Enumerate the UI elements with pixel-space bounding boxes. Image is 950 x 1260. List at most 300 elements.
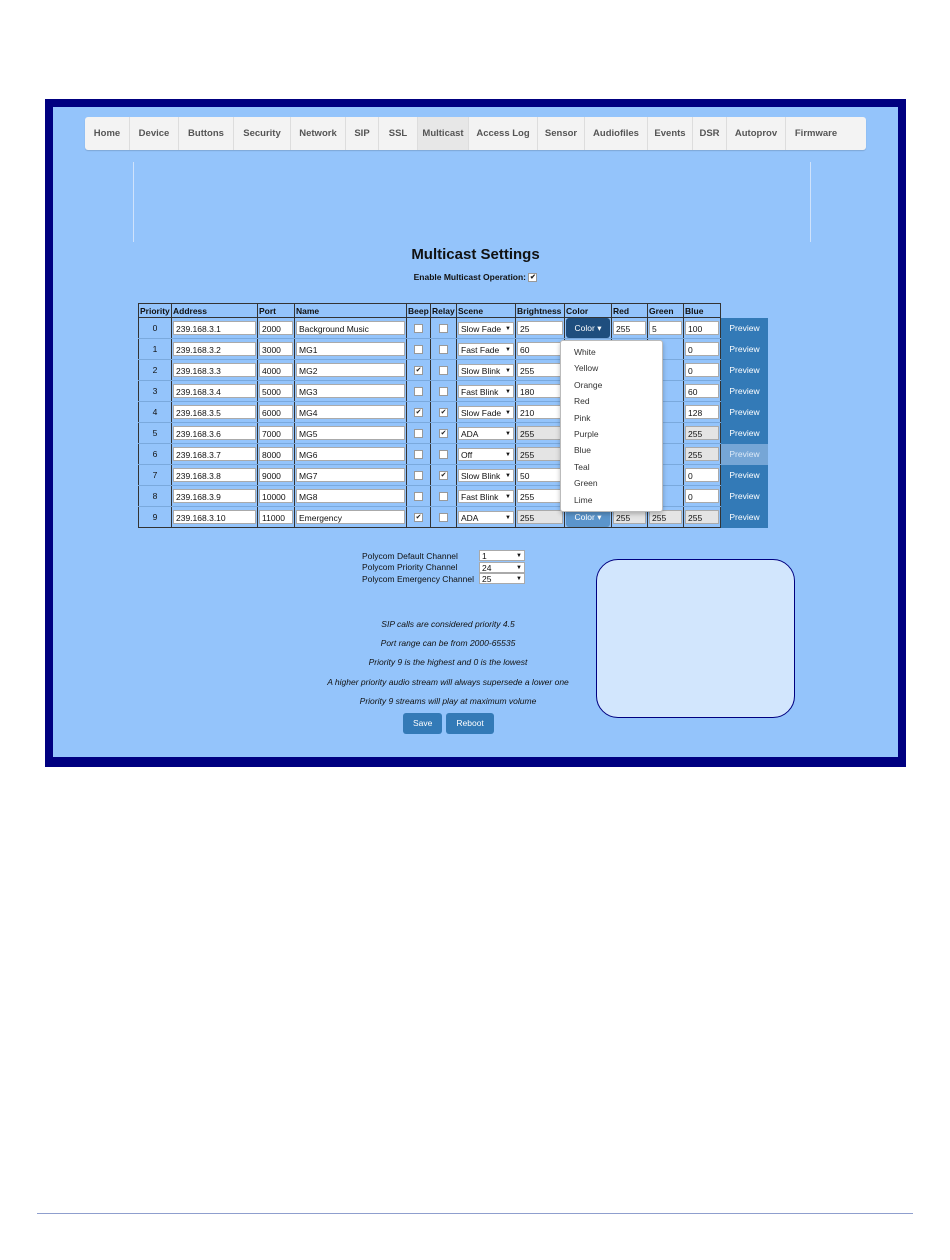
header-port: Port [258,304,295,318]
blue-input[interactable]: 255 [685,447,719,461]
enable-multicast-row [53,272,898,282]
preview-cell [721,507,774,528]
priority-cell: 3 [139,381,172,402]
color-option-green[interactable]: Green [574,478,598,489]
blue-input[interactable]: 0 [685,363,719,377]
tab-network[interactable]: Network [291,117,346,150]
table-row [139,402,774,423]
red-input[interactable]: 255 [613,321,646,335]
address-input[interactable]: 239.168.3.4 [173,384,256,398]
relay-cell [431,339,457,360]
polycom-row [362,573,525,585]
blue-cell [684,360,721,381]
preview-cell [721,381,774,402]
tab-events[interactable]: Events [648,117,693,150]
table-row [139,465,774,486]
name-input[interactable]: MG7 [296,468,405,482]
relay-checkbox[interactable] [439,324,448,333]
blue-cell [684,486,721,507]
blue-cell [684,465,721,486]
relay-checkbox[interactable] [439,366,448,375]
table-row [139,339,774,360]
relay-checkbox[interactable]: ✔ [440,472,447,480]
color-option-purple[interactable]: Purple [574,428,599,439]
tab-multicast[interactable]: Multicast [418,117,469,150]
preview-button[interactable]: Preview [721,486,768,507]
name-cell [295,360,407,381]
name-input[interactable]: Background Music [296,321,405,335]
port-input[interactable]: 10000 [259,489,293,503]
top-nav [85,117,866,150]
beep-cell [407,339,431,360]
header-relay: Relay [432,305,455,316]
note-text: A higher priority audio stream will always supersede a lower one [327,676,569,687]
name-input[interactable]: MG3 [296,384,405,398]
port-cell [258,423,295,444]
brightness-cell [516,423,565,444]
table-row [139,486,774,507]
brightness-cell [516,339,565,360]
address-cell [172,360,258,381]
blue-cell [684,339,721,360]
chevron-down-icon: ▼ [516,564,522,571]
name-input[interactable]: MG1 [296,342,405,356]
chevron-down-icon: ▼ [505,346,511,353]
beep-checkbox[interactable]: ✔ [415,409,422,417]
preview-cell [721,360,774,381]
enable-multicast-checkbox[interactable]: ✔ [529,274,536,282]
preview-button[interactable]: Preview [721,339,768,360]
scene-value: Slow Fade [461,323,502,334]
port-input[interactable]: 8000 [259,447,293,461]
brightness-input[interactable]: 180 [517,384,563,398]
red-cell [612,318,648,339]
footer-rule [37,1213,913,1214]
address-input[interactable]: 239.168.3.6 [173,426,256,440]
chevron-down-icon: ▼ [505,409,511,416]
scene-value: Fast Fade [461,344,500,355]
scene-select[interactable] [458,511,514,524]
color-option-red[interactable]: Red [574,396,590,407]
blue-cell [684,402,721,423]
name-input[interactable]: Emergency [296,510,405,524]
tab-dsr[interactable]: DSR [693,117,727,150]
preview-button[interactable]: Preview [721,444,768,465]
blue-input[interactable]: 128 [685,405,719,419]
scene-cell [457,486,516,507]
chevron-down-icon: ▼ [505,493,511,500]
name-cell [295,444,407,465]
preview-cell [721,318,774,339]
polycom-select[interactable] [479,573,525,584]
chevron-down-icon: ▼ [505,430,511,437]
brightness-input[interactable]: 255 [517,510,563,524]
color-dropdown-menu [560,340,663,512]
color-option-lime[interactable]: Lime [574,494,593,505]
chevron-down-icon: ▼ [505,514,511,521]
address-cell [172,402,258,423]
header-green: Green [648,304,684,318]
name-cell [295,402,407,423]
port-input[interactable]: 7000 [259,426,293,440]
tab-sensor[interactable]: Sensor [538,117,585,150]
name-input[interactable]: MG4 [296,405,405,419]
scene-value: Fast Blink [461,386,499,397]
priority-cell: 0 [139,318,172,339]
scene-value: Fast Blink [461,491,499,502]
scene-select[interactable] [458,448,514,461]
priority-cell: 5 [139,423,172,444]
green-input[interactable]: 5 [649,321,682,335]
blue-cell [684,423,721,444]
polycom-label: Polycom Emergency Channel [362,573,474,584]
header-priority: Priority [140,305,170,316]
tab-firmware[interactable]: Firmware [794,128,838,139]
green-input[interactable]: 255 [649,510,682,524]
polycom-value: 25 [482,574,492,585]
blue-input[interactable]: 0 [685,489,719,503]
chevron-down-icon: ▼ [505,367,511,374]
preview-cell [721,402,774,423]
scene-value: Off [461,449,473,460]
address-input[interactable]: 239.168.3.8 [173,468,256,482]
beep-cell [407,360,431,381]
brightness-cell [516,444,565,465]
address-input[interactable]: 239.168.3.10 [173,510,256,524]
relay-checkbox[interactable] [439,387,448,396]
scene-select[interactable] [458,427,514,440]
address-cell [172,444,258,465]
green-cell [648,318,684,339]
table-row [139,381,774,402]
divider [133,162,134,242]
relay-cell [431,423,457,444]
note-text: Priority 9 is the highest and 0 is the lowest [368,657,528,668]
polycom-select[interactable] [479,550,525,561]
relay-cell [431,465,457,486]
chevron-down-icon: ▼ [505,325,511,332]
polycom-value: 1 [482,551,487,562]
address-input[interactable]: 239.168.3.1 [173,321,256,335]
color-option-white[interactable]: White [574,347,596,357]
port-input[interactable]: 3000 [259,342,293,356]
polycom-row [362,550,525,562]
scene-select[interactable] [458,343,514,356]
color-button[interactable] [566,318,610,338]
preview-button[interactable]: Preview [721,507,768,528]
beep-checkbox[interactable]: ✔ [415,514,422,522]
port-cell [258,507,295,528]
relay-cell [431,507,457,528]
port-input[interactable]: 6000 [259,405,293,419]
name-cell [295,318,407,339]
save-button[interactable]: Save [403,713,442,734]
note-text: Priority 9 streams will play at maximum volume [359,695,537,706]
tab-ssl[interactable]: SSL [379,117,418,150]
address-input[interactable]: 239.168.3.2 [173,342,256,356]
brightness-cell [516,465,565,486]
relay-checkbox[interactable] [439,492,448,501]
beep-checkbox[interactable] [414,324,423,333]
tab-access-log[interactable]: Access Log [469,117,538,150]
table-row [139,444,774,465]
header-preview-spacer [721,304,774,318]
address-cell [172,465,258,486]
blue-input[interactable]: 0 [685,468,719,482]
polycom-value: 24 [482,562,492,573]
port-cell [258,360,295,381]
polycom-label: Polycom Priority Channel [362,562,458,573]
table-row [139,423,774,444]
color-option-pink[interactable]: Pink [574,412,591,423]
address-input[interactable]: 239.168.3.7 [173,447,256,461]
header-blue: Blue [684,304,721,318]
priority-cell: 7 [139,465,172,486]
scene-select[interactable] [458,322,514,335]
beep-cell [407,444,431,465]
color-label: Color [574,323,595,333]
brightness-input[interactable]: 255 [517,363,563,377]
brightness-input[interactable]: 50 [517,468,563,482]
relay-checkbox[interactable] [439,345,448,354]
scene-value: Slow Blink [461,365,501,376]
brightness-cell [516,507,565,528]
color-cell [565,318,612,339]
preview-button[interactable]: Preview [721,402,768,423]
port-input[interactable]: 11000 [259,510,293,524]
caret-down-icon: ▾ [594,512,602,522]
red-input[interactable]: 255 [613,510,646,524]
polycom-label: Polycom Default Channel [362,550,458,561]
scene-cell [457,444,516,465]
tab-sip[interactable]: SIP [346,117,379,150]
scene-select[interactable] [458,490,514,503]
address-cell [172,339,258,360]
caret-down-icon: ▾ [594,323,602,333]
blue-cell [684,381,721,402]
priority-cell: 1 [139,339,172,360]
scene-cell [457,402,516,423]
port-input[interactable]: 5000 [259,384,293,398]
preview-cell [721,339,774,360]
scene-value: ADA [461,512,479,523]
header-scene: Scene [457,304,516,318]
color-option-blue[interactable]: Blue [574,445,592,456]
brightness-input[interactable]: 210 [517,405,563,419]
beep-cell [407,507,431,528]
tab-security[interactable]: Security [234,117,291,150]
address-cell [172,507,258,528]
preview-button[interactable]: Preview [721,381,768,402]
color-option-orange[interactable]: Orange [574,379,603,390]
preview-cell [721,486,774,507]
name-cell [295,381,407,402]
beep-checkbox[interactable] [414,492,423,501]
name-cell [295,486,407,507]
enable-multicast-label: Enable Multicast Operation: [413,272,527,282]
name-input[interactable]: MG6 [296,447,405,461]
divider [810,162,811,242]
preview-cell [721,465,774,486]
beep-checkbox[interactable]: ✔ [415,367,422,375]
color-label: Color [574,512,595,522]
brightness-input[interactable]: 255 [517,447,563,461]
preview-cell [721,444,774,465]
relay-cell [431,381,457,402]
brightness-cell [516,381,565,402]
header-beep: Beep [408,305,429,316]
port-cell [258,402,295,423]
brightness-cell [516,360,565,381]
polycom-select[interactable] [479,562,525,573]
relay-checkbox[interactable] [439,450,448,459]
beep-checkbox[interactable] [414,450,423,459]
scene-value: Slow Blink [461,470,501,481]
tab-buttons[interactable]: Buttons [179,117,234,150]
name-input[interactable]: MG8 [296,489,405,503]
blue-input[interactable]: 255 [685,510,719,524]
beep-checkbox[interactable] [414,471,423,480]
brightness-input[interactable]: 255 [517,426,563,440]
relay-cell [431,486,457,507]
tab-autoprov[interactable]: Autoprov [727,117,786,150]
name-input[interactable]: MG5 [296,426,405,440]
main-panel [53,107,898,757]
table-row [139,360,774,381]
beep-cell [407,486,431,507]
table-header [139,304,774,318]
blue-input[interactable]: 255 [685,426,719,440]
priority-cell: 6 [139,444,172,465]
table-row [139,507,774,528]
scene-value: ADA [461,428,479,439]
chevron-down-icon: ▼ [505,451,511,458]
brightness-cell [516,318,565,339]
priority-cell: 9 [139,507,172,528]
color-option-teal[interactable]: Teal [574,461,590,472]
blue-cell [684,444,721,465]
address-input[interactable]: 239.168.3.9 [173,489,256,503]
address-input[interactable]: 239.168.3.5 [173,405,256,419]
header-color: Color [565,304,612,318]
address-cell [172,381,258,402]
chevron-down-icon: ▼ [505,472,511,479]
blue-cell [684,318,721,339]
port-cell [258,318,295,339]
blue-input[interactable]: 100 [685,321,719,335]
port-cell [258,465,295,486]
brightness-input[interactable]: 25 [517,321,563,335]
relay-checkbox[interactable] [439,513,448,522]
port-cell [258,486,295,507]
relay-cell [431,402,457,423]
preview-cell [721,423,774,444]
tab-device[interactable]: Device [130,117,179,150]
app-frame [45,99,906,767]
preview-button[interactable]: Preview [721,360,768,381]
action-buttons [403,713,494,734]
tab-home[interactable]: Home [85,117,130,150]
polycom-settings [362,550,525,585]
scene-cell [457,360,516,381]
port-cell [258,444,295,465]
address-cell [172,423,258,444]
polycom-row [362,562,525,574]
chevron-down-icon: ▼ [516,553,522,560]
tab-audiofiles[interactable]: Audiofiles [585,117,648,150]
port-input[interactable]: 2000 [259,321,293,335]
name-input[interactable]: MG2 [296,363,405,377]
header-address: Address [172,304,258,318]
priority-cell: 8 [139,486,172,507]
scene-cell [457,339,516,360]
blue-cell [684,507,721,528]
scene-cell [457,423,516,444]
note-text: SIP calls are considered priority 4.5 [381,619,515,629]
relay-cell [431,360,457,381]
address-cell [172,486,258,507]
scene-cell [457,318,516,339]
table-row [139,318,774,339]
brightness-cell [516,486,565,507]
relay-checkbox[interactable]: ✔ [440,409,447,417]
chevron-down-icon: ▼ [516,576,522,583]
header-brightness: Brightness [516,304,565,318]
port-cell [258,339,295,360]
preview-button[interactable]: Preview [721,465,768,486]
beep-cell [407,381,431,402]
beep-cell [407,465,431,486]
notes [53,619,843,715]
scene-select[interactable] [458,406,514,419]
name-cell [295,339,407,360]
scene-cell [457,381,516,402]
header-red: Red [612,304,648,318]
scene-select[interactable] [458,469,514,482]
port-input[interactable]: 4000 [259,363,293,377]
beep-checkbox[interactable] [414,429,423,438]
preview-button[interactable]: Preview [721,423,768,444]
preview-button[interactable]: Preview [721,318,768,339]
scene-value: Slow Fade [461,407,502,418]
scene-cell [457,465,516,486]
name-cell [295,423,407,444]
priority-cell: 2 [139,360,172,381]
address-cell [172,318,258,339]
brightness-cell [516,402,565,423]
reboot-button[interactable]: Reboot [446,713,493,734]
beep-checkbox[interactable] [414,345,423,354]
blue-input[interactable]: 0 [685,342,719,356]
beep-checkbox[interactable] [414,387,423,396]
scene-select[interactable] [458,385,514,398]
scene-select[interactable] [458,364,514,377]
name-cell [295,507,407,528]
brightness-input[interactable]: 255 [517,489,563,503]
page-title: Multicast Settings [411,246,540,263]
beep-cell [407,402,431,423]
brightness-input[interactable]: 60 [517,342,563,356]
beep-cell [407,423,431,444]
scene-cell [457,507,516,528]
relay-cell [431,444,457,465]
header-name: Name [295,304,407,318]
relay-checkbox[interactable]: ✔ [440,430,447,438]
address-input[interactable]: 239.168.3.3 [173,363,256,377]
port-input[interactable]: 9000 [259,468,293,482]
blue-input[interactable]: 60 [685,384,719,398]
color-option-yellow[interactable]: Yellow [574,363,599,374]
